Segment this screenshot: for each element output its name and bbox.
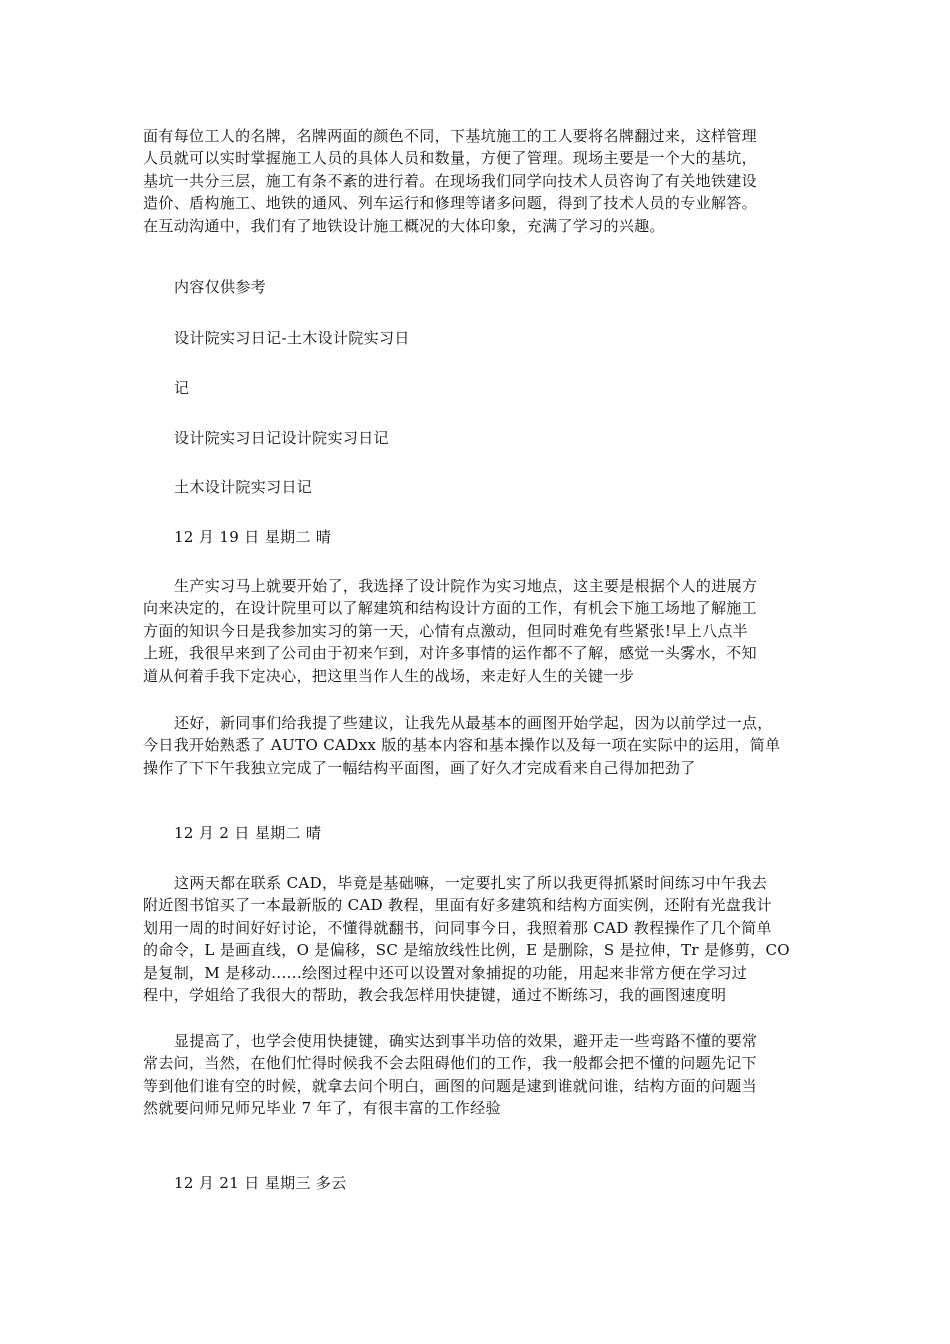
text-line: 常去问，当然，在他们忙得时候我不会去阻碍他们的工作，我一般都会把不懂的问题先记下 <box>143 1054 758 1073</box>
text-line: 向来决定的，在设计院里可以了解建筑和结构设计方面的工作，有机会下施工场地了解施工 <box>143 599 758 618</box>
paragraph-cad-practice <box>143 872 815 1006</box>
text-line: 面有每位工人的名牌，名牌两面的颜色不同，下基坑施工的工人要将名牌翻过来，这样管理 <box>143 127 758 145</box>
text-line: 基坑一共分三层，施工有条不紊的进行着。在现场我们同学向技术人员咨询了有关地铁建设 <box>143 171 758 190</box>
paragraph-shortcuts <box>143 1030 815 1120</box>
reference-note: 内容仅供参考 <box>174 278 267 296</box>
diary-date-3: 12 月 21 日 星期三 多云 <box>174 1174 347 1192</box>
document-title-line-1: 设计院实习日记-土木设计院实习日 <box>174 329 410 347</box>
text-line: 这两天都在联系 CAD，毕竟是基础嘛，一定要扎实了所以我更得抓紧时间练习中午我去 <box>174 874 768 892</box>
text-line: 然就要问师兄师兄毕业 7 年了，有很丰富的工作经验 <box>143 1099 501 1118</box>
text-line: 划用一周的时间好好讨论，不懂得就翻书，问同事今日，我照着那 CAD 教程操作了几个简单 <box>143 918 772 937</box>
diary-date-2: 12 月 2 日 星期二 晴 <box>174 824 322 842</box>
text-line: 造价、盾构施工、地铁的通风、列车运行和修理等诸多问题，得到了技术人员的专业解答。 <box>143 194 758 213</box>
text-line: 操作了下下午我独立完成了一幅结构平面图，画了好久才完成看来自己得加把劲了 <box>143 758 696 777</box>
text-line: 在互动沟通中，我们有了地铁设计施工概况的大体印象，充满了学习的兴趣。 <box>143 216 665 235</box>
subtitle-1: 设计院实习日记设计院实习日记 <box>174 429 389 447</box>
text-line: 上班，我很早来到了公司由于初来乍到，对许多事情的运作都不了解，感觉一头雾水，不知 <box>143 644 758 663</box>
document-title-line-2: 记 <box>174 379 190 397</box>
paragraph-cad-start <box>143 712 815 779</box>
paragraph-site-visit <box>143 125 815 237</box>
text-line: 人员就可以实时掌握施工人员的具体人员和数量，方便了管理。现场主要是一个大的基坑， <box>143 149 758 168</box>
text-line: 方面的知识今日是我参加实习的第一天，心情有点激动，但同时难免有些紧张!早上八点半 <box>143 621 749 640</box>
text-line: 还好，新同事们给我提了些建议，让我先从最基本的画图开始学起，因为以前学过一点， <box>174 714 773 732</box>
text-line: 程中，学姐给了我很大的帮助，教会我怎样用快捷键，通过不断练习，我的画图速度明 <box>143 986 727 1005</box>
subtitle-2: 土木设计院实习日记 <box>174 478 313 496</box>
diary-date-1: 12 月 19 日 星期二 晴 <box>174 528 332 546</box>
text-line: 是复制，M 是移动......绘图过程中还可以设置对象捕捉的功能，用起来非常方便在学习过 <box>143 963 748 982</box>
text-line: 等到他们谁有空的时候，就拿去问个明白，画图的问题是逮到谁就问谁，结构方面的问题当 <box>143 1076 758 1095</box>
text-line: 道从何着手我下定决心，把这里当作人生的战场，来走好人生的关键一步 <box>143 666 635 685</box>
text-line: 附近图书馆买了一本最新版的 CAD 教程，里面有好多建筑和结构方面实例，还附有光盘我计 <box>143 896 772 915</box>
text-line: 生产实习马上就要开始了，我选择了设计院作为实习地点，这主要是根据个人的进展方 <box>174 577 758 595</box>
paragraph-first-day <box>143 575 815 687</box>
text-line: 今日我开始熟悉了 AUTO CADxx 版的基本内容和基本操作以及每一项在实际中的运用，简单 <box>143 736 781 755</box>
text-line: 的命令，L 是画直线，O 是偏移，SC 是缩放线性比例，E 是删除，S 是拉伸，Tr 是修剪，CO <box>143 941 790 960</box>
text-line: 显提高了，也学会使用快捷键，确实达到事半功倍的效果，避开走一些弯路不懂的要常 <box>174 1032 758 1050</box>
